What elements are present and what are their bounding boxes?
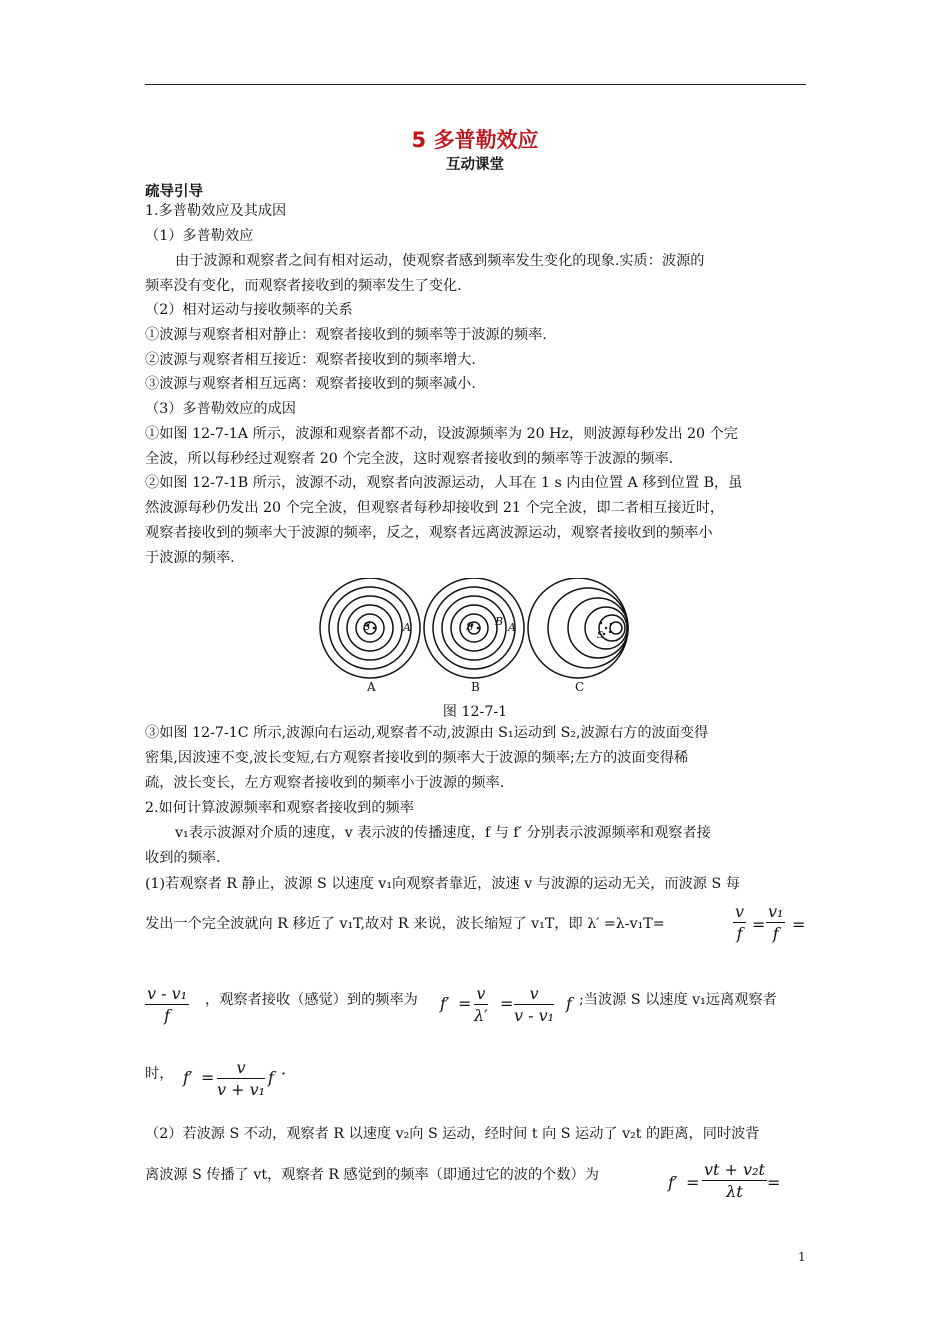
section-heading: 疏导引导 <box>145 184 203 200</box>
fraction-v1-over-f: $\frac{\text{v₁}}{f}$ <box>768 902 784 943</box>
fraction-v-over-v-minus-v1: $\frac{v}{\text{v - v₁}}$ <box>514 984 555 1025</box>
point-a-label-b: A <box>508 621 516 634</box>
text-line: 于波源的频率. <box>145 550 235 566</box>
text-line: 然波源每秒仍发出 20 个完全波，但观察者每秒却接收到 21 个完全波，即二者相互接近时， <box>145 500 725 516</box>
equals-sign: = <box>686 1173 700 1192</box>
label-s-b: S <box>466 620 474 633</box>
fraction-vt-plus-v2t-over-lambda-t: $\frac{\text{vt + v₂t}}{\lambda t}$ <box>704 1160 765 1201</box>
text-line: 离波源 S 传播了 vt，观察者 R 感觉到的频率（即通过它的波的个数）为 <box>145 1167 599 1183</box>
text-line: ②如图 12-7-1B 所示，波源不动，观察者向波源运动，人耳在 1 s 内由位置 A 移到位置 B，虽 <box>145 475 743 491</box>
text-line: v₁表示波源对介质的速度，v 表示波的传播速度，f 与 f′ 分别表示波源频率和观察者接 <box>175 825 711 841</box>
text-line: ③波源与观察者相互远离：观察者接收到的频率减小. <box>145 376 476 392</box>
equals-sign: = <box>201 1068 215 1087</box>
header-rule <box>145 84 806 85</box>
fraction-v-over-f: $\frac{v}{f}$ <box>735 902 745 943</box>
f-prime-symbol: f′ <box>183 1068 193 1087</box>
text-line: ;当波源 S 以速度 v₁远离观察者 <box>579 992 777 1008</box>
equals-sign: = <box>792 915 806 934</box>
subfig-label-b: B <box>471 680 480 694</box>
text-line: 收到的频率. <box>145 850 221 866</box>
text-line: ②波源与观察者相互接近：观察者接收到的频率增大. <box>145 352 476 368</box>
equals-sign: = <box>752 915 766 934</box>
text-line: ①如图 12-7-1A 所示，波源和观察者都不动，设波源频率为 20 Hz，则波源每秒发出 20 个完 <box>145 426 738 442</box>
text-line: 全波，所以每秒经过观察者 20 个完全波，这时观察者接收到的频率等于波源的频率. <box>145 451 674 467</box>
label-s-c: S <box>597 631 604 641</box>
text-line: （1）多普勒效应 <box>145 228 254 244</box>
point-b-label: B <box>495 615 504 628</box>
fraction-v-minus-v1-over-f: $\frac{\text{v - v₁}}{f}$ <box>147 984 188 1025</box>
subfig-label-a: A <box>367 680 376 694</box>
text-line: （3）多普勒效应的成因 <box>145 401 296 417</box>
fraction-v-over-lambda: $\frac{v}{\lambda'}$ <box>474 984 488 1025</box>
f-prime-symbol: f′ <box>668 1173 678 1192</box>
doppler-figure <box>318 578 634 698</box>
text-line: 1.多普勒效应及其成因 <box>145 203 287 219</box>
text-line: 频率没有变化，而观察者接收到的频率发生了变化. <box>145 278 462 294</box>
f-prime-symbol: f′ <box>440 994 450 1013</box>
text-line: 观察者接收到的频率大于波源的频率，反之，观察者远离波源运动，观察者接收到的频率小 <box>145 525 713 541</box>
point-a-label: A <box>403 621 411 634</box>
text-line: 发出一个完全波就向 R 移近了 v₁T,故对 R 来说，波长缩短了 v₁T，即 λ′ =λ-v₁T= <box>145 916 665 932</box>
text-line: 由于波源和观察者之间有相对运动，使观察者感到频率发生变化的现象.实质：波源的 <box>175 253 705 269</box>
fraction-v-over-v-plus-v1: $\frac{v}{\text{v + v₁}}$ <box>217 1058 266 1099</box>
text-line: 疏，波长变长，左方观察者接收到的频率小于波源的频率. <box>145 775 505 791</box>
text-line: 密集,因波速不变,波长变短,右方观察者接收到的频率大于波源的频率;左方的波面变得稀 <box>145 750 689 766</box>
equals-sign: = <box>458 994 472 1013</box>
text-line: ，观察者接收（感觉）到的频率为 <box>205 992 418 1008</box>
f-symbol: f <box>268 1068 274 1087</box>
text-line: 2.如何计算波源频率和观察者接收到的频率 <box>145 800 414 816</box>
equals-sign: = <box>767 1173 781 1192</box>
equals-sign: = <box>500 994 514 1013</box>
text-line: ①波源与观察者相对静止：观察者接收到的频率等于波源的频率. <box>145 327 547 343</box>
page-number: 1 <box>798 1250 806 1264</box>
text-line: ③如图 12-7-1C 所示,波源向右运动,观察者不动,波源由 S₁运动到 S₂,波源右方的波面变得 <box>145 725 709 741</box>
period-dot: · <box>281 1064 287 1083</box>
text-line: （2）若波源 S 不动，观察者 R 以速度 v₂向 S 运动，经时间 t 向 S 运动了 v₂t 的距离，同时波背 <box>145 1126 760 1142</box>
subfig-label-c: C <box>575 680 585 694</box>
f-symbol: f <box>566 994 572 1013</box>
figure-caption: 图 12-7-1 <box>442 704 508 720</box>
page-title: 5 多普勒效应 <box>411 128 539 152</box>
page-subtitle: 互动课堂 <box>446 157 504 173</box>
label-s-a: S <box>363 620 371 633</box>
text-line: 时， <box>145 1066 174 1082</box>
text-line: (1)若观察者 R 静止，波源 S 以速度 v₁向观察者靠近，波速 v 与波源的运动无关，而波源 S 每 <box>145 876 740 892</box>
text-line: （2）相对运动与接收频率的关系 <box>145 302 353 318</box>
